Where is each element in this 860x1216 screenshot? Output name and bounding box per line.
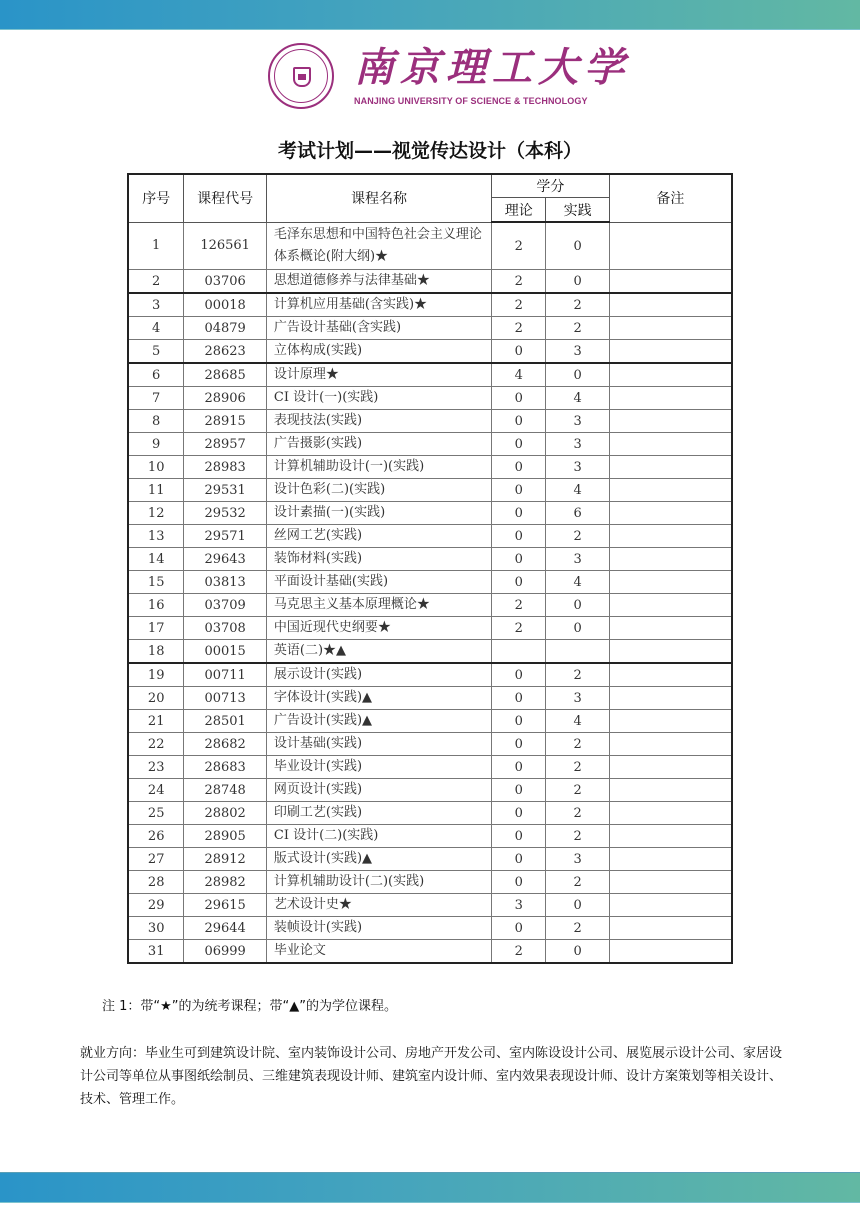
cell-name: 毕业设计(实践) — [266, 756, 491, 779]
table-row — [128, 640, 732, 664]
university-logo — [268, 43, 630, 109]
cell-note — [609, 848, 732, 871]
cell-note — [609, 917, 732, 940]
cell-no: 15 — [128, 571, 184, 594]
cell-name: 网页设计(实践) — [266, 779, 491, 802]
cell-no: 8 — [128, 410, 184, 433]
cell-practice: 0 — [546, 270, 609, 294]
cell-name: 广告摄影(实践) — [266, 433, 491, 456]
cell-theory: 4 — [492, 363, 546, 387]
table-row — [128, 687, 732, 710]
cell-name: 英语(二)★▲ — [266, 640, 491, 664]
cell-note — [609, 525, 732, 548]
cell-name: 广告设计(实践)▲ — [266, 710, 491, 733]
cell-theory: 2 — [492, 222, 546, 270]
cell-no: 21 — [128, 710, 184, 733]
cell-name: 装饰材料(实践) — [266, 548, 491, 571]
table-row — [128, 779, 732, 802]
cell-name: 设计基础(实践) — [266, 733, 491, 756]
cell-practice: 0 — [546, 894, 609, 917]
cell-note — [609, 363, 732, 387]
cell-practice: 2 — [546, 825, 609, 848]
cell-theory: 0 — [492, 502, 546, 525]
cell-practice: 3 — [546, 456, 609, 479]
cell-theory: 0 — [492, 802, 546, 825]
table-row — [128, 525, 732, 548]
cell-theory: 0 — [492, 756, 546, 779]
cell-note — [609, 871, 732, 894]
cell-theory — [492, 640, 546, 664]
table-row — [128, 270, 732, 294]
table-row — [128, 617, 732, 640]
cell-practice: 3 — [546, 548, 609, 571]
cell-practice: 0 — [546, 594, 609, 617]
cell-theory: 2 — [492, 940, 546, 964]
cell-code: 28683 — [184, 756, 266, 779]
cell-no: 28 — [128, 871, 184, 894]
cell-note — [609, 270, 732, 294]
cell-code: 00018 — [184, 293, 266, 317]
cell-name: 设计色彩(二)(实践) — [266, 479, 491, 502]
table-row — [128, 663, 732, 687]
cell-note — [609, 410, 732, 433]
cell-note — [609, 293, 732, 317]
cell-practice: 0 — [546, 222, 609, 270]
cell-practice: 4 — [546, 479, 609, 502]
cell-no: 30 — [128, 917, 184, 940]
table-row — [128, 433, 732, 456]
cell-name: 字体设计(实践)▲ — [266, 687, 491, 710]
cell-code: 28982 — [184, 871, 266, 894]
cell-no: 5 — [128, 340, 184, 364]
cell-name: 表现技法(实践) — [266, 410, 491, 433]
cell-name: 计算机应用基础(含实践)★ — [266, 293, 491, 317]
cell-note — [609, 222, 732, 270]
cell-note — [609, 548, 732, 571]
cell-note — [609, 502, 732, 525]
cell-no: 3 — [128, 293, 184, 317]
cell-no: 20 — [128, 687, 184, 710]
cell-note — [609, 317, 732, 340]
cell-name: 计算机辅助设计(一)(实践) — [266, 456, 491, 479]
cell-name: 设计素描(一)(实践) — [266, 502, 491, 525]
cell-name: 马克思主义基本原理概论★ — [266, 594, 491, 617]
cell-practice: 3 — [546, 410, 609, 433]
table-row — [128, 940, 732, 964]
cell-no: 18 — [128, 640, 184, 664]
table-row — [128, 340, 732, 364]
cell-no: 1 — [128, 222, 184, 270]
cell-code: 29571 — [184, 525, 266, 548]
cell-note — [609, 663, 732, 687]
cell-theory: 0 — [492, 456, 546, 479]
cell-note — [609, 779, 732, 802]
cell-practice: 0 — [546, 940, 609, 964]
cell-theory: 0 — [492, 710, 546, 733]
cell-name: 印刷工艺(实践) — [266, 802, 491, 825]
cell-note — [609, 571, 732, 594]
cell-no: 7 — [128, 387, 184, 410]
cell-theory: 0 — [492, 387, 546, 410]
cell-theory: 0 — [492, 917, 546, 940]
cell-practice: 2 — [546, 293, 609, 317]
university-name-cn: 南京理工大学 — [354, 44, 630, 91]
cell-no: 29 — [128, 894, 184, 917]
cell-theory: 0 — [492, 779, 546, 802]
cell-practice: 0 — [546, 363, 609, 387]
cell-code: 00711 — [184, 663, 266, 687]
cell-theory: 3 — [492, 894, 546, 917]
table-row — [128, 502, 732, 525]
cell-no: 4 — [128, 317, 184, 340]
cell-code: 126561 — [184, 222, 266, 270]
document-title: 考试计划——视觉传达设计（本科） — [277, 140, 582, 162]
cell-practice: 3 — [546, 340, 609, 364]
cell-code: 28748 — [184, 779, 266, 802]
cell-theory: 0 — [492, 825, 546, 848]
header-theory: 理论 — [492, 198, 546, 223]
cell-theory: 2 — [492, 293, 546, 317]
cell-theory: 0 — [492, 548, 546, 571]
cell-code: 04879 — [184, 317, 266, 340]
cell-no: 22 — [128, 733, 184, 756]
cell-practice: 6 — [546, 502, 609, 525]
cell-code: 03708 — [184, 617, 266, 640]
table-row — [128, 917, 732, 940]
cell-name: 思想道德修养与法律基础★ — [266, 270, 491, 294]
cell-code: 00015 — [184, 640, 266, 664]
table-row — [128, 456, 732, 479]
cell-code: 28685 — [184, 363, 266, 387]
cell-code: 28501 — [184, 710, 266, 733]
cell-theory: 0 — [492, 479, 546, 502]
cell-name: CI 设计(一)(实践) — [266, 387, 491, 410]
cell-theory: 0 — [492, 433, 546, 456]
cell-practice: 2 — [546, 871, 609, 894]
cell-code: 03706 — [184, 270, 266, 294]
cell-no: 12 — [128, 502, 184, 525]
cell-practice: 3 — [546, 433, 609, 456]
cell-theory: 0 — [492, 571, 546, 594]
table-row — [128, 548, 732, 571]
cell-theory: 2 — [492, 617, 546, 640]
table-row — [128, 871, 732, 894]
cell-code: 29643 — [184, 548, 266, 571]
header-code: 课程代号 — [184, 174, 266, 222]
cell-name: 广告设计基础(含实践) — [266, 317, 491, 340]
table-row — [128, 594, 732, 617]
cell-name: 立体构成(实践) — [266, 340, 491, 364]
cell-code: 06999 — [184, 940, 266, 964]
cell-no: 11 — [128, 479, 184, 502]
header-no: 序号 — [128, 174, 184, 222]
cell-theory: 0 — [492, 733, 546, 756]
cell-practice: 2 — [546, 733, 609, 756]
cell-no: 2 — [128, 270, 184, 294]
header-practice: 实践 — [546, 198, 609, 223]
cell-practice: 2 — [546, 317, 609, 340]
cell-name: 毕业论文 — [266, 940, 491, 964]
table-row — [128, 571, 732, 594]
cell-no: 31 — [128, 940, 184, 964]
cell-note — [609, 617, 732, 640]
table-row — [128, 363, 732, 387]
footnote-legend: 注 1：带“★”的为统考课程；带“▲”的为学位课程。 — [102, 999, 397, 1014]
cell-no: 26 — [128, 825, 184, 848]
cell-code: 28905 — [184, 825, 266, 848]
table-row — [128, 479, 732, 502]
cell-no: 17 — [128, 617, 184, 640]
table-row — [128, 733, 732, 756]
top-decorative-band — [0, 0, 860, 30]
cell-practice: 3 — [546, 848, 609, 871]
exam-plan-table — [127, 173, 733, 964]
cell-practice: 2 — [546, 525, 609, 548]
cell-note — [609, 894, 732, 917]
cell-note — [609, 387, 732, 410]
cell-theory: 0 — [492, 525, 546, 548]
cell-theory: 0 — [492, 687, 546, 710]
cell-code: 03709 — [184, 594, 266, 617]
cell-name: 展示设计(实践) — [266, 663, 491, 687]
cell-note — [609, 940, 732, 964]
cell-code: 28983 — [184, 456, 266, 479]
cell-code: 28912 — [184, 848, 266, 871]
cell-theory: 0 — [492, 663, 546, 687]
cell-no: 19 — [128, 663, 184, 687]
cell-note — [609, 479, 732, 502]
cell-practice: 4 — [546, 710, 609, 733]
cell-note — [609, 340, 732, 364]
university-seal-icon — [268, 43, 334, 109]
cell-practice: 4 — [546, 387, 609, 410]
cell-name: 丝网工艺(实践) — [266, 525, 491, 548]
header-credits: 学分 — [492, 174, 610, 198]
cell-note — [609, 825, 732, 848]
cell-no: 9 — [128, 433, 184, 456]
table-row — [128, 293, 732, 317]
table-row — [128, 317, 732, 340]
cell-note — [609, 710, 732, 733]
cell-name: 艺术设计史★ — [266, 894, 491, 917]
cell-code: 29644 — [184, 917, 266, 940]
cell-theory: 0 — [492, 340, 546, 364]
cell-no: 16 — [128, 594, 184, 617]
cell-code: 03813 — [184, 571, 266, 594]
cell-no: 25 — [128, 802, 184, 825]
cell-practice: 3 — [546, 687, 609, 710]
table-row — [128, 710, 732, 733]
cell-no: 14 — [128, 548, 184, 571]
table-row — [128, 756, 732, 779]
cell-name: 平面设计基础(实践) — [266, 571, 491, 594]
cell-no: 27 — [128, 848, 184, 871]
table-row — [128, 410, 732, 433]
cell-no: 24 — [128, 779, 184, 802]
table-body — [128, 222, 732, 963]
career-direction: 就业方向：毕业生可到建筑设计院、室内装饰设计公司、房地产开发公司、室内陈设设计公司、展览展示设计公司、家居设计公司等单位从事图纸绘制员、三维建筑表现设计师、建筑室内设计师、室内效果表现设计师、设计方案策划等相关设计、技术、管理工作。 — [80, 1046, 783, 1107]
cell-note — [609, 433, 732, 456]
cell-note — [609, 456, 732, 479]
table-row — [128, 387, 732, 410]
cell-name: 毛泽东思想和中国特色社会主义理论体系概论(附大纲)★ — [266, 222, 491, 270]
cell-no: 23 — [128, 756, 184, 779]
cell-no: 10 — [128, 456, 184, 479]
cell-theory: 2 — [492, 594, 546, 617]
cell-name: 版式设计(实践)▲ — [266, 848, 491, 871]
cell-note — [609, 594, 732, 617]
cell-code: 28915 — [184, 410, 266, 433]
cell-code: 28802 — [184, 802, 266, 825]
cell-theory: 2 — [492, 317, 546, 340]
bottom-decorative-band — [0, 1172, 860, 1203]
table-row — [128, 802, 732, 825]
cell-note — [609, 687, 732, 710]
cell-code: 28906 — [184, 387, 266, 410]
cell-code: 28682 — [184, 733, 266, 756]
cell-code: 29531 — [184, 479, 266, 502]
cell-code: 29615 — [184, 894, 266, 917]
header-note: 备注 — [609, 174, 732, 222]
cell-note — [609, 733, 732, 756]
cell-code: 00713 — [184, 687, 266, 710]
cell-no: 13 — [128, 525, 184, 548]
cell-theory: 0 — [492, 871, 546, 894]
cell-theory: 0 — [492, 848, 546, 871]
table-row — [128, 848, 732, 871]
cell-practice: 4 — [546, 571, 609, 594]
cell-name: CI 设计(二)(实践) — [266, 825, 491, 848]
cell-code: 28623 — [184, 340, 266, 364]
cell-practice: 2 — [546, 663, 609, 687]
cell-theory: 0 — [492, 410, 546, 433]
table-row — [128, 825, 732, 848]
cell-practice: 0 — [546, 617, 609, 640]
cell-practice: 2 — [546, 802, 609, 825]
cell-theory: 2 — [492, 270, 546, 294]
cell-practice: 2 — [546, 779, 609, 802]
cell-practice: 2 — [546, 756, 609, 779]
cell-note — [609, 756, 732, 779]
table-row — [128, 894, 732, 917]
cell-code: 28957 — [184, 433, 266, 456]
cell-note — [609, 802, 732, 825]
cell-practice: 2 — [546, 917, 609, 940]
cell-practice — [546, 640, 609, 664]
cell-name: 中国近现代史纲要★ — [266, 617, 491, 640]
university-name-en: NANJING UNIVERSITY OF SCIENCE & TECHNOLOGY — [354, 96, 588, 106]
cell-name: 设计原理★ — [266, 363, 491, 387]
cell-name: 计算机辅助设计(二)(实践) — [266, 871, 491, 894]
cell-no: 6 — [128, 363, 184, 387]
cell-code: 29532 — [184, 502, 266, 525]
cell-note — [609, 640, 732, 664]
header-name: 课程名称 — [266, 174, 491, 222]
table-row — [128, 222, 732, 270]
cell-name: 装帧设计(实践) — [266, 917, 491, 940]
